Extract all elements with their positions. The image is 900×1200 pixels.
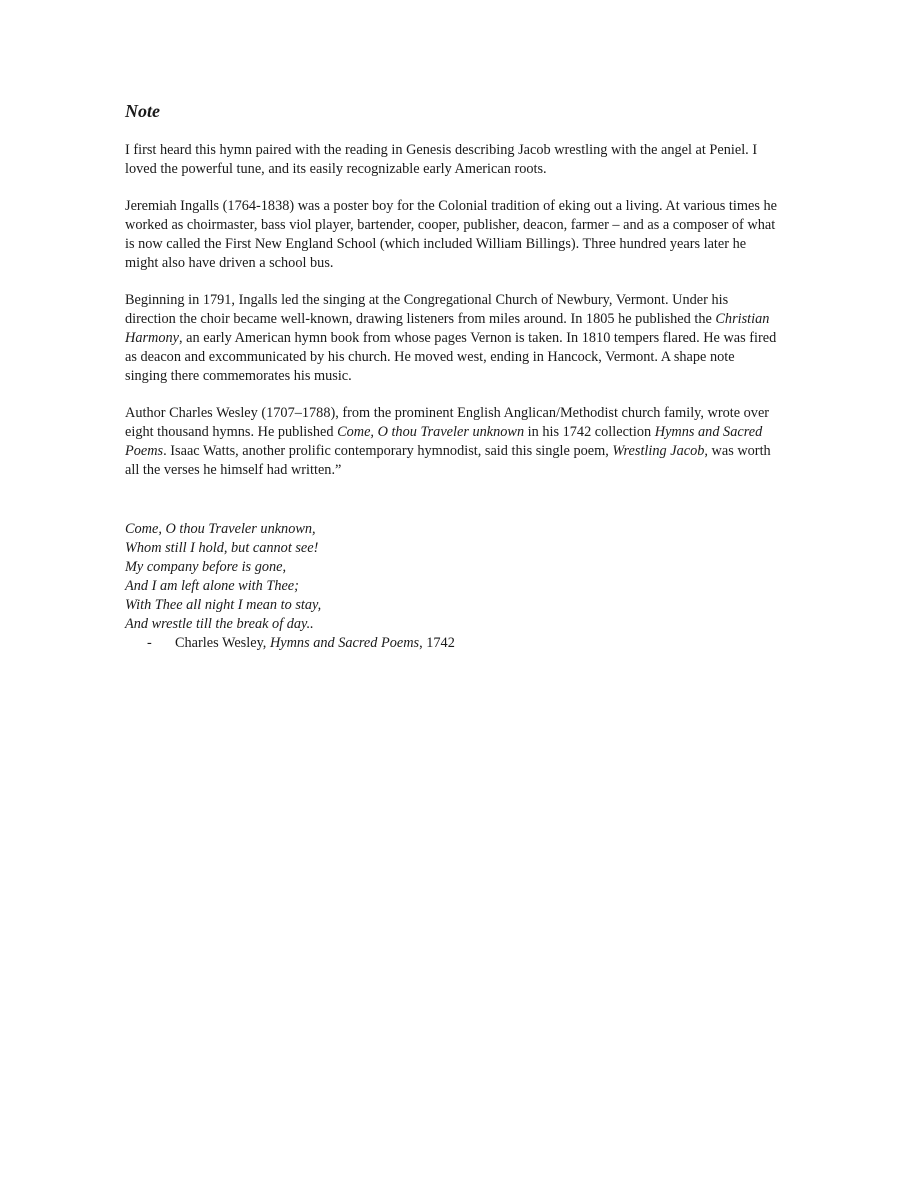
attribution-author: Charles Wesley, [175, 635, 270, 651]
paragraph-text: in his 1742 collection [524, 424, 655, 440]
poem-line: My company before is gone, [125, 559, 287, 575]
attribution-year: , 1742 [419, 635, 455, 651]
note-heading: Note [125, 101, 160, 121]
paragraph-text: , an early American hymn book from whose pages Vernon is taken. In 1810 tempers flared. He was fired as deacon and excommunicated by his church. He moved west, ending in Hancock, Vermont. A shape note singing there commemorates his music. [125, 330, 777, 384]
poem-alt-title: Wrestling Jacob [612, 443, 705, 459]
paragraph-text: , was worth all the verses he himself had written.” [125, 443, 771, 478]
paragraph-text: . Isaac Watts, another prolific contemporary hymnodist, said this single poem, [163, 443, 613, 459]
poem-attribution [125, 634, 455, 653]
paragraph-text: Beginning in 1791, Ingalls led the singing at the Congregational Church of Newbury, Vermont. Under his direction the choir became well-known, drawing listeners from miles around. In 1805 he published the [125, 292, 729, 327]
poem-line: Whom still I hold, but cannot see! [125, 540, 319, 556]
paragraph-text: Author Charles Wesley (1707–1788), from the prominent English Anglican/Methodist church family, wrote over eight thousand hymns. He published [125, 405, 770, 440]
poem-line: And I am left alone with Thee; [125, 578, 299, 594]
paragraph-newbury [125, 291, 780, 386]
body-text [125, 141, 780, 480]
poem-excerpt [125, 520, 455, 653]
poem-line: Come, O thou Traveler unknown, [125, 521, 316, 537]
paragraph-intro: I first heard this hymn paired with the reading in Genesis describing Jacob wrestling with the angel at Peniel. I loved the powerful tune, and its easily recognizable early American roots. [125, 142, 758, 177]
poem-title: Come, O thou Traveler unknown [337, 424, 525, 440]
poem-line: With Thee all night I mean to stay, [125, 597, 322, 613]
poem-line: And wrestle till the break of day.. [125, 616, 314, 632]
attribution-dash: - [147, 635, 152, 651]
collection-title: Hymns and Sacred Poems [125, 424, 763, 459]
paragraph-wesley [125, 404, 780, 480]
attribution-work: Hymns and Sacred Poems [269, 635, 420, 651]
paragraph-ingalls: Jeremiah Ingalls (1764-1838) was a poster boy for the Colonial tradition of eking out a living. At various times he worked as choirmaster, bass viol player, bartender, cooper, publisher, deacon, farmer – and as a composer of what is now called the First New England School (which included William Billings). Three hundred years later he might also have driven a school bus. [125, 198, 777, 271]
book-title: Christian Harmony [125, 311, 770, 346]
